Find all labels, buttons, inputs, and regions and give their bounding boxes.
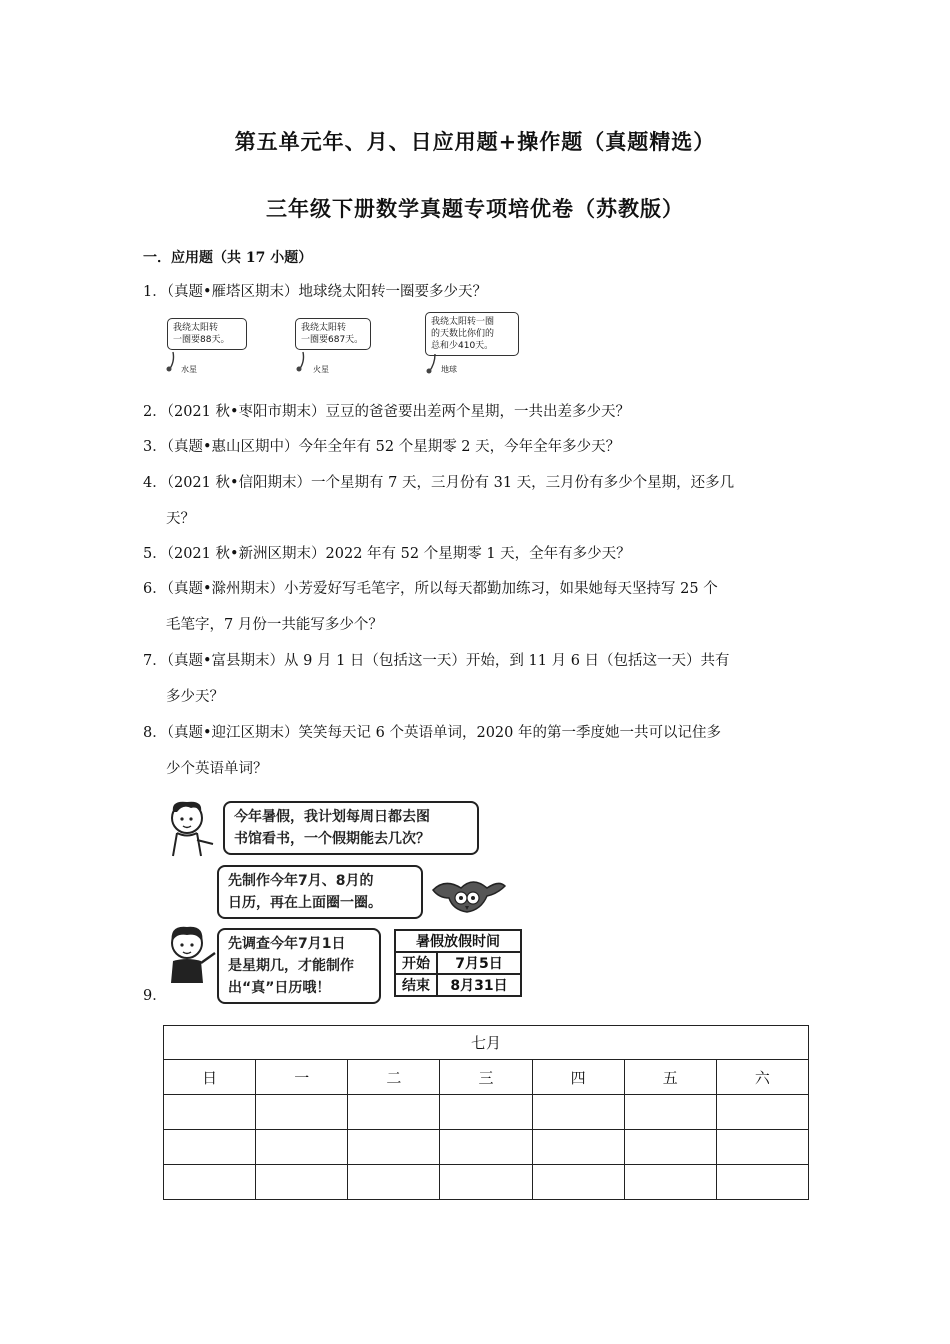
earth-icon xyxy=(421,354,441,374)
mercury-icon xyxy=(163,350,183,372)
calendar-cell[interactable] xyxy=(624,1165,716,1200)
question-6-continued: 毛笔字，7 月份一共能写多少个？ xyxy=(166,617,383,633)
owl-speech-line-1: 先制作今年7月、8月的 xyxy=(228,873,374,889)
calendar-empty-row xyxy=(164,1095,809,1130)
mercury-label: 水星 xyxy=(181,365,197,374)
question-4: 4．（2021 秋•信阳期末）一个星期有 7 天，三月份有 31 天，三月份有多少个星期，还多几 xyxy=(143,475,735,491)
calendar-cell[interactable] xyxy=(164,1095,256,1130)
owl-speech-bubble xyxy=(217,865,423,919)
vacation-start-label: 开始 xyxy=(395,952,437,974)
calendar-cell[interactable] xyxy=(532,1095,624,1130)
calendar-cell[interactable] xyxy=(624,1130,716,1165)
calendar-cell[interactable] xyxy=(440,1095,532,1130)
calendar-empty-row xyxy=(164,1165,809,1200)
question-8-continued: 少个英语单词？ xyxy=(166,761,268,777)
boy-speech-line-3: 出“真”日历哦！ xyxy=(228,980,331,996)
calendar-cell[interactable] xyxy=(348,1095,440,1130)
calendar-cell[interactable] xyxy=(716,1165,808,1200)
calendar-empty-row xyxy=(164,1130,809,1165)
calendar-cell[interactable] xyxy=(440,1130,532,1165)
question-1: 1．（真题•雁塔区期末）地球绕太阳转一圈要多少天？ xyxy=(143,284,488,300)
calendar-cell[interactable] xyxy=(348,1130,440,1165)
vacation-time-table xyxy=(394,929,522,997)
calendar-month-header: 七月 xyxy=(164,1026,809,1060)
question-6: 6．（真题•滁州期末）小芳爱好写毛笔字，所以每天都勤加练习，如果她每天坚持写 25 个 xyxy=(143,581,718,597)
earth-text-2: 的天数比你们的 xyxy=(431,329,495,339)
earth-text-3: 总和少410天。 xyxy=(431,341,494,351)
girl-speech-line-2: 书馆看书，一个假期能去几次？ xyxy=(234,831,430,847)
earth-label: 地球 xyxy=(441,365,457,374)
calendar-cell[interactable] xyxy=(440,1165,532,1200)
boy-icon xyxy=(163,923,221,985)
vacation-table-title: 暑假放假时间 xyxy=(395,930,521,952)
owl-speech-line-2: 日历，再在上面圈一圈。 xyxy=(228,895,382,911)
weekday-sat: 六 xyxy=(716,1060,808,1095)
mars-bubble xyxy=(295,318,371,350)
question-3: 3．（真题•惠山区期中）今年全年有 52 个星期零 2 天，今年全年多少天？ xyxy=(143,439,621,455)
weekday-thu: 四 xyxy=(532,1060,624,1095)
question-7: 7．（真题•富县期末）从 9 月 1 日（包括这一天）开始，到 11 月 6 日（包括这一天）共有 xyxy=(143,653,730,669)
weekday-mon: 一 xyxy=(256,1060,348,1095)
boy-speech-line-1: 先调查今年7月1日 xyxy=(228,936,346,952)
dialogue-figure xyxy=(163,798,543,998)
question-2: 2．（2021 秋•枣阳市期末）豆豆的爸爸要出差两个星期，一共出差多少天？ xyxy=(143,404,631,420)
calendar-cell[interactable] xyxy=(716,1095,808,1130)
vacation-start-value: 7月5日 xyxy=(437,952,521,974)
mercury-text-2: 一圈要88天。 xyxy=(173,335,230,345)
calendar-cell[interactable] xyxy=(164,1130,256,1165)
question-9: 9． xyxy=(143,988,167,1004)
july-calendar-table xyxy=(163,1025,809,1200)
mars-label: 火星 xyxy=(313,365,329,374)
calendar-cell[interactable] xyxy=(532,1130,624,1165)
calendar-cell[interactable] xyxy=(348,1165,440,1200)
boy-speech-line-2: 是星期几，才能制作 xyxy=(228,958,354,974)
mars-text-1: 我绕太阳转 xyxy=(301,323,347,333)
weekday-row xyxy=(164,1060,809,1095)
calendar-cell[interactable] xyxy=(716,1130,808,1165)
section-heading: 一．应用题（共 17 小题） xyxy=(143,250,313,266)
owl-icon xyxy=(425,870,509,916)
weekday-sun: 日 xyxy=(164,1060,256,1095)
question-7-continued: 多少天？ xyxy=(166,689,224,705)
mercury-bubble xyxy=(167,318,247,350)
calendar-cell[interactable] xyxy=(624,1095,716,1130)
question-5: 5．（2021 秋•新洲区期末）2022 年有 52 个星期零 1 天，全年有多少天？ xyxy=(143,546,631,562)
calendar-cell[interactable] xyxy=(164,1165,256,1200)
weekday-tue: 二 xyxy=(348,1060,440,1095)
earth-text-1: 我绕太阳转一圈 xyxy=(431,317,495,327)
weekday-fri: 五 xyxy=(624,1060,716,1095)
calendar-cell[interactable] xyxy=(256,1165,348,1200)
mars-icon xyxy=(291,350,311,372)
mercury-text-1: 我绕太阳转 xyxy=(173,323,219,333)
girl-icon xyxy=(163,798,223,858)
mars-text-2: 一圈要687天。 xyxy=(301,335,364,345)
earth-bubble xyxy=(425,312,519,356)
vacation-end-value: 8月31日 xyxy=(437,974,521,996)
weekday-wed: 三 xyxy=(440,1060,532,1095)
calendar-cell[interactable] xyxy=(256,1130,348,1165)
planets-figure xyxy=(163,312,533,374)
girl-speech-bubble xyxy=(223,801,479,855)
question-8: 8．（真题•迎江区期末）笑笑每天记 6 个英语单词，2020 年的第一季度她一共可以记住多 xyxy=(143,725,721,741)
boy-speech-bubble xyxy=(217,928,381,1004)
calendar-cell[interactable] xyxy=(256,1095,348,1130)
page-subtitle: 三年级下册数学真题专项培优卷（苏教版） xyxy=(266,196,684,221)
calendar-cell[interactable] xyxy=(532,1165,624,1200)
girl-speech-line-1: 今年暑假，我计划每周日都去图 xyxy=(234,809,430,825)
question-4-continued: 天？ xyxy=(166,511,195,527)
page-title: 第五单元年、月、日应用题+操作题（真题精选） xyxy=(234,129,716,154)
vacation-end-label: 结束 xyxy=(395,974,437,996)
